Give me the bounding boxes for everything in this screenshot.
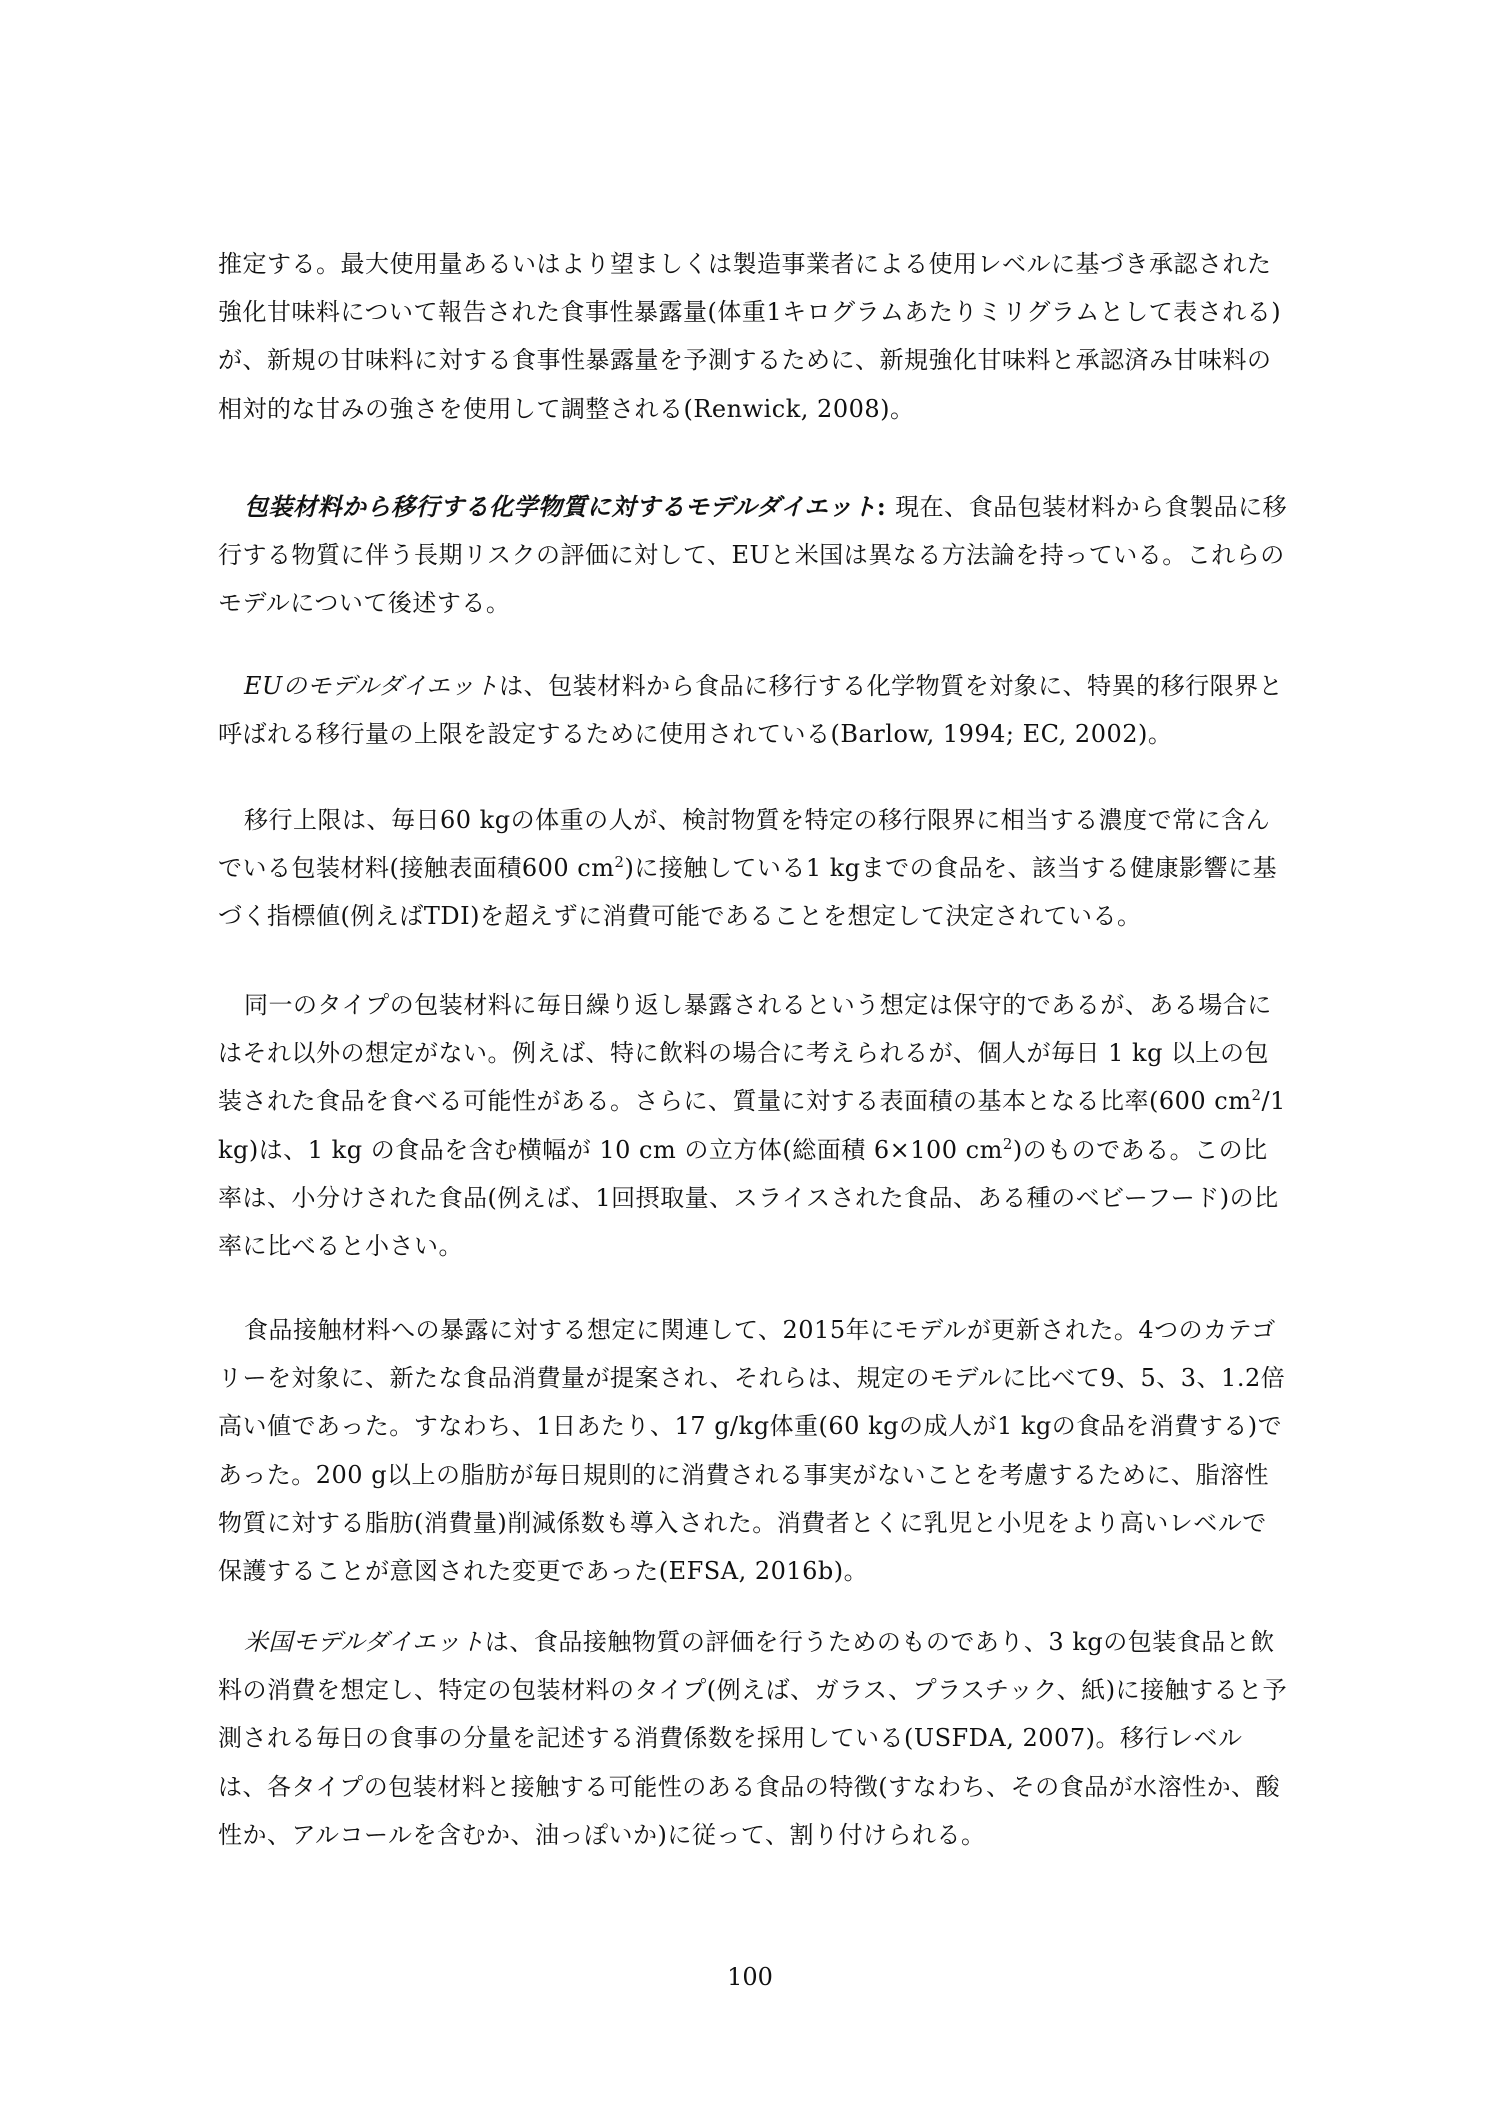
- paragraph-text: )に接触している1 kgまでの食品を、該当する健康影響に基づく指標値(例えばTDI)を超えずに消費可能であることを想定して決定されている。: [218, 854, 1278, 931]
- paragraph-text: )のものである。この比率は、小分けされた食品(例えば、1回摂取量、スライスされた食品、ある種のベビーフード)の比率に比べると小さい。: [218, 1135, 1279, 1261]
- paragraph-text: は、包装材料から食品に移行する化学物質を対象に、特異的移行限界と呼ばれる移行量の上限を設定するために使用されている(Barlow, 1994; EC, 2002)。: [218, 672, 1284, 749]
- superscript: 2: [614, 853, 625, 872]
- paragraph-text: 移行上限は、毎日60 kgの体重の人が、検討物質を特定の移行限界に相当する濃度で常に含んでいる包装材料(接触表面積600 cm: [218, 806, 1271, 883]
- paragraph-text: 現在、食品包装材料から食製品に移行する物質に伴う長期リスクの評価に対して、EUと米国は異なる方法論を持っている。これらのモデルについて後述する。: [218, 493, 1288, 618]
- superscript: 2: [1251, 1086, 1262, 1105]
- paragraph-eu-model-diet: [218, 662, 1290, 758]
- paragraph-sweetener-exposure: [218, 240, 1290, 433]
- paragraph-text: は、食品接触物質の評価を行うためのものであり、3 kgの包装食品と飲料の消費を想定し、特定の包装材料のタイプ(例えば、ガラス、プラスチック、紙)に接触すると予測される毎日の食事の分量を記述する消費係数を採用している(USFDA, 2007)。移行レベルは、各タイプの包装材料と接触する可能性のある食品の特徴(すなわち、その食品が水溶性か、酸性か、アルコールを含むか、油っぽいか)に従って、割り付けられる。: [218, 1628, 1288, 1849]
- italic-term: 米国モデルダイエット: [244, 1628, 485, 1656]
- heading-colon: :: [876, 492, 896, 521]
- paragraph-packaging-model-diet: [218, 483, 1290, 628]
- paragraph-migration-limit: [218, 796, 1290, 941]
- paragraph-text: 同一のタイプの包装材料に毎日繰り返し暴露されるという想定は保守的であるが、ある場合にはそれ以外の想定がない。例えば、特に飲料の場合に考えられるが、個人が毎日 1 kg 以上の包装された食品を食べる可能性がある。さらに、質量に対する表面積の基本となる比率(600 cm: [218, 991, 1272, 1116]
- paragraph-2015-update: [218, 1306, 1290, 1595]
- paragraph-text: /1 kg)は、1 kg の食品を含む横幅が 10 cm の立方体(総面積 6×100 cm: [218, 1087, 1286, 1164]
- paragraph-exposure-assumption: [218, 981, 1290, 1270]
- page-number: 100: [727, 1963, 773, 1991]
- paragraph-us-model-diet: [218, 1618, 1290, 1859]
- paragraph-text: 推定する。最大使用量あるいはより望ましくは製造事業者による使用レベルに基づき承認された強化甘味料について報告された食事性暴露量(体重1キログラムあたりミリグラムとして表される)が、新規の甘味料に対する食事性暴露量を予測するために、新規強化甘味料と承認済み甘味料の相対的な甘みの強さを使用して調整される(Renwick, 2008)。: [218, 250, 1282, 423]
- section-heading: 包装材料から移行する化学物質に対するモデルダイエット: [244, 492, 877, 521]
- paragraph-text: 食品接触材料への暴露に対する想定に関連して、2015年にモデルが更新された。4つのカテゴリーを対象に、新たな食品消費量が提案され、それらは、規定のモデルに比べて9、5、3、1.2倍高い値であった。すなわち、1日あたり、17 g/kg体重(60 kgの成人が1 kgの食品を消費する)であった。200 g以上の脂肪が毎日規則的に消費される事実がないことを考慮するために、脂溶性物質に対する脂肪(消費量)削減係数も導入された。消費者とくに乳児と小児をより高いレベルで保護することが意図された変更であった(EFSA, 2016b)。: [218, 1316, 1286, 1586]
- superscript: 2: [1002, 1134, 1013, 1153]
- italic-term: EUのモデルダイエット: [244, 672, 500, 700]
